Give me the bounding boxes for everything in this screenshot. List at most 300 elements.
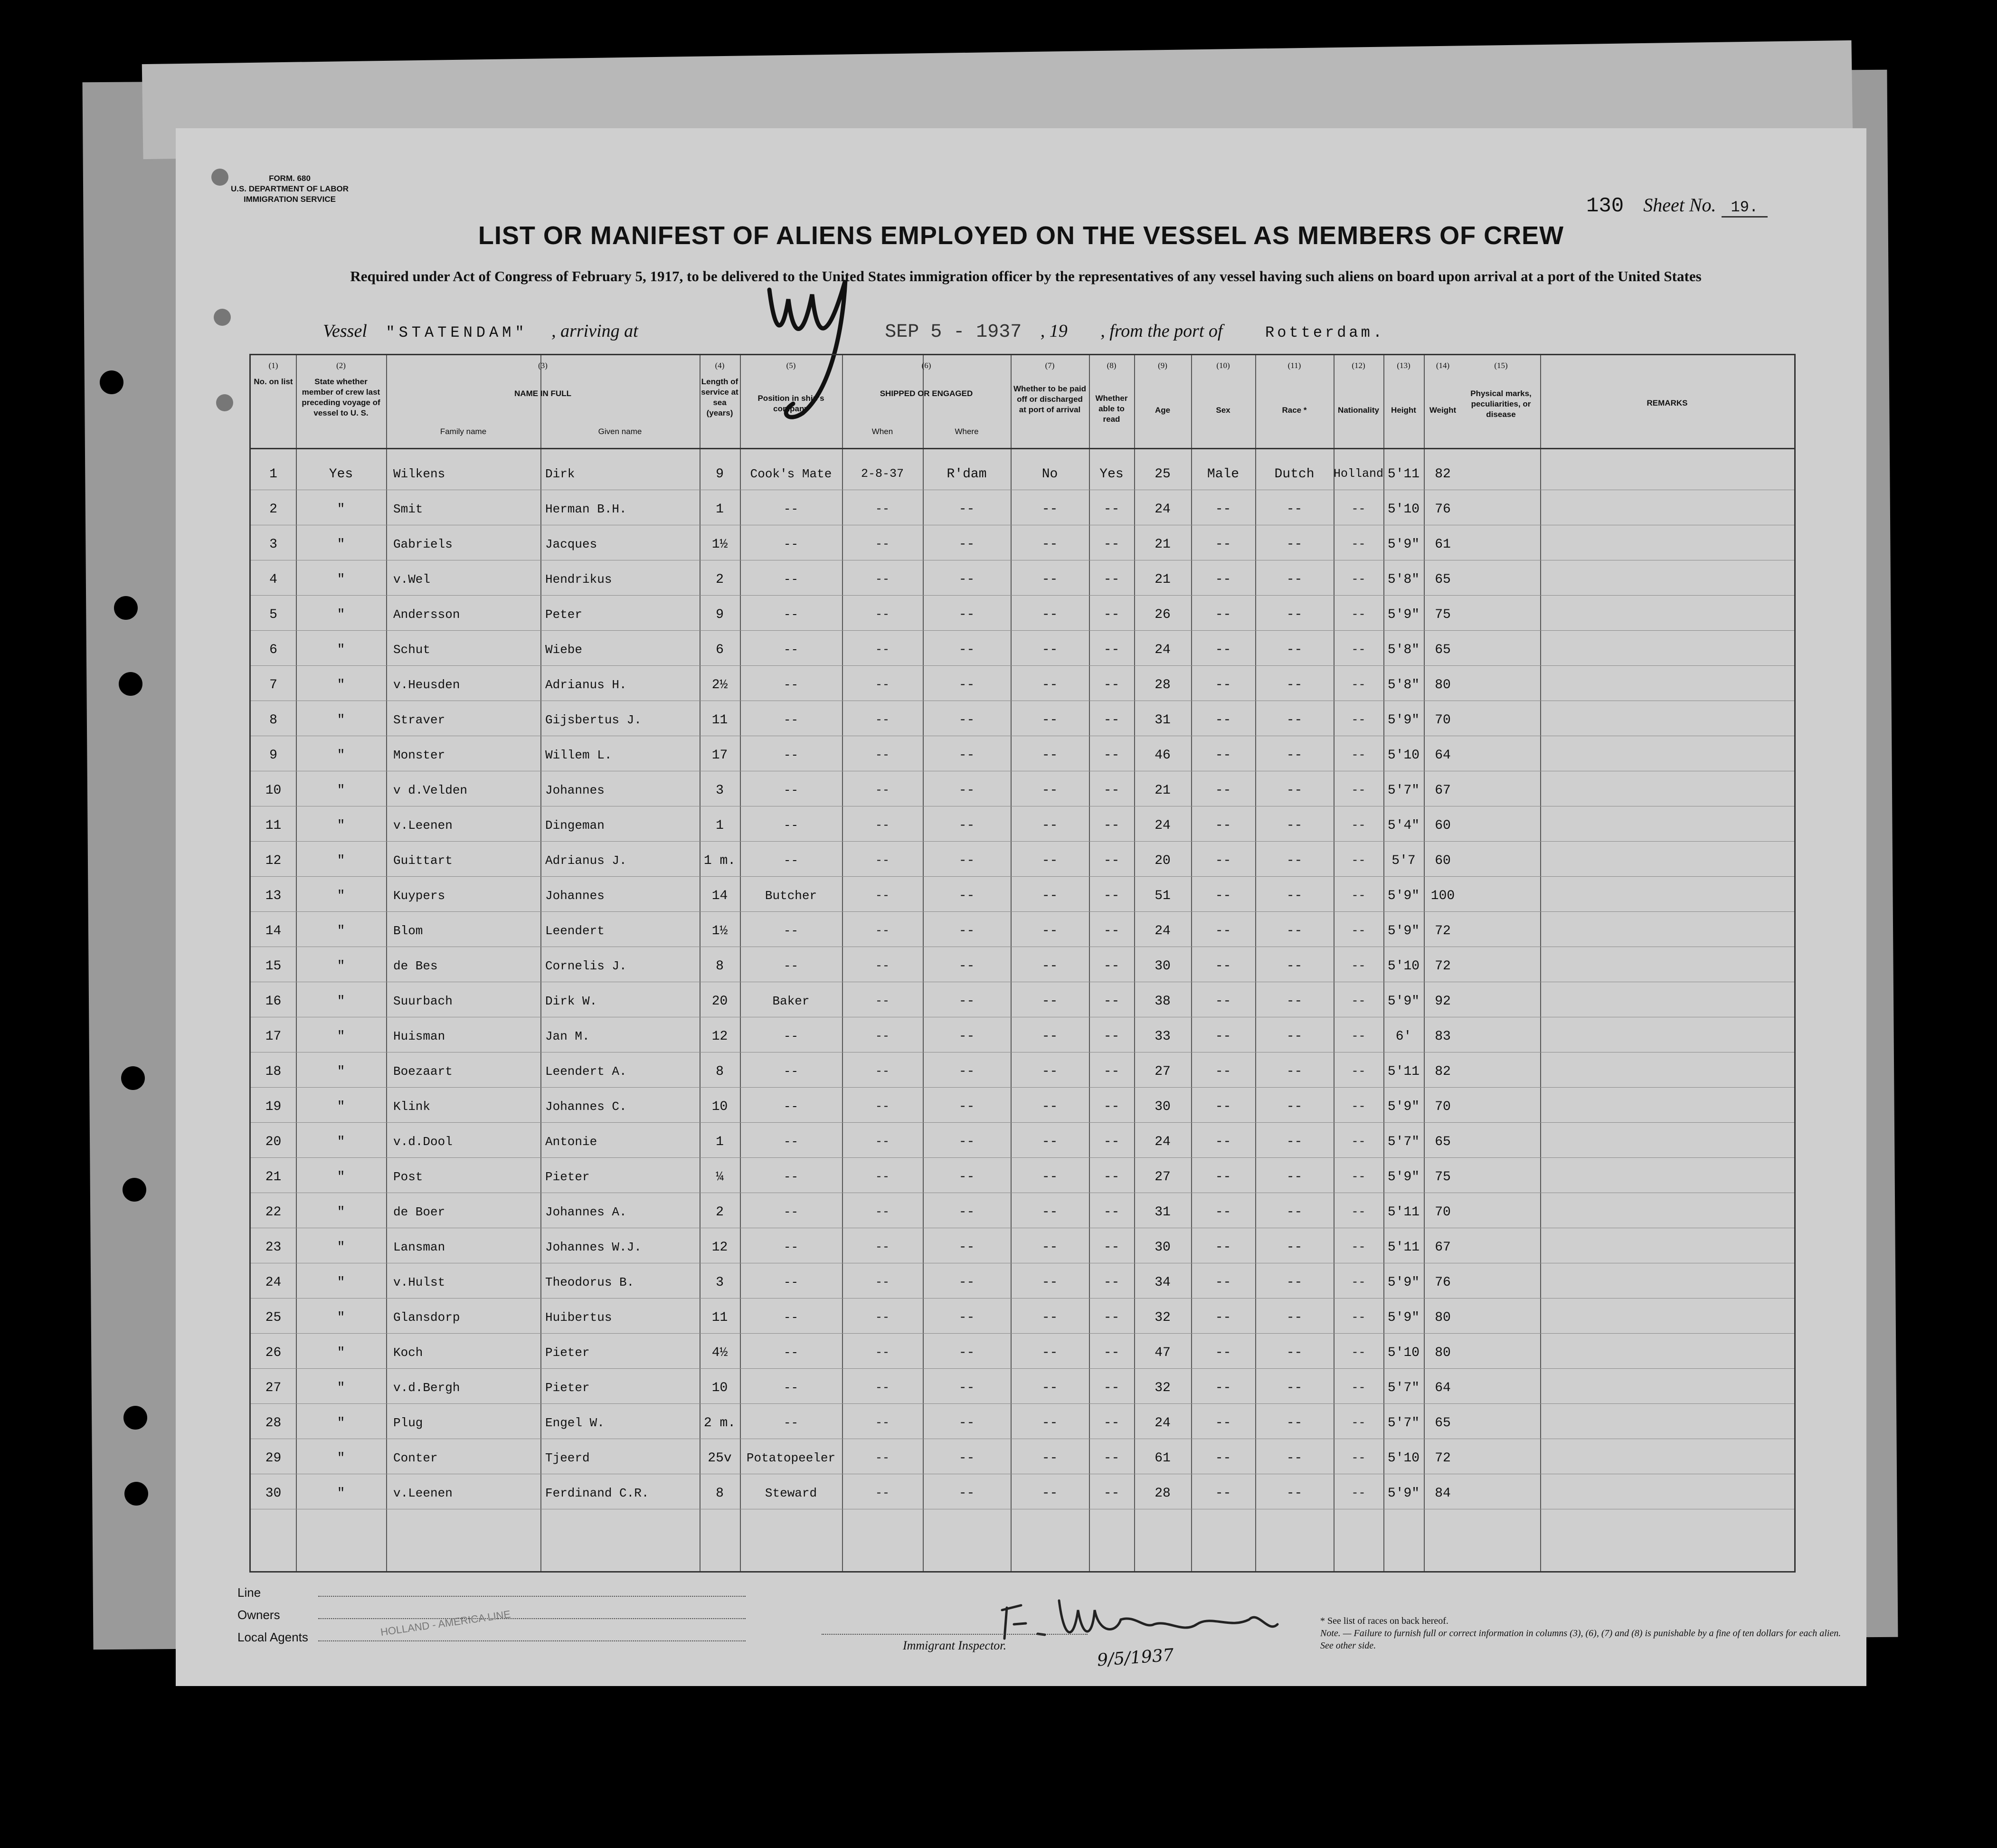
cell-sex: --	[1215, 537, 1231, 552]
cell-race: --	[1286, 1135, 1303, 1149]
cell-position: Baker	[772, 994, 810, 1008]
cell-where: --	[958, 537, 975, 552]
cell-nationality: --	[1351, 1346, 1366, 1359]
col-border	[1540, 355, 1541, 1571]
cell-position: --	[783, 924, 799, 938]
given-name-header: Given name	[598, 427, 642, 436]
cell-paid: No	[1041, 467, 1058, 482]
cell-sex: --	[1215, 853, 1231, 868]
punch-hole	[216, 394, 233, 411]
cell-paid: --	[1041, 678, 1058, 692]
sheet-value: 19.	[1722, 199, 1768, 218]
col15-header: Physical marks, peculiarities, or disease	[1470, 389, 1532, 419]
cell-age: 27	[1155, 1170, 1171, 1185]
cell-prev: "	[337, 537, 345, 552]
cell-where: --	[958, 1381, 975, 1395]
cell-family: Lansman	[393, 1240, 445, 1254]
cell-prev: "	[337, 889, 345, 903]
cell-service: 2 m.	[703, 1416, 736, 1431]
col4-num: (4)	[715, 361, 725, 370]
cell-given: Herman B.H.	[545, 502, 627, 516]
sheet-label: Sheet No.	[1643, 194, 1716, 216]
col10-header: Sex	[1216, 406, 1230, 415]
cell-nationality: --	[1351, 1170, 1366, 1184]
row-rule	[251, 876, 1794, 877]
sheet-number	[1586, 192, 1768, 218]
cell-where: --	[958, 1029, 975, 1044]
cell-position: --	[783, 1205, 799, 1219]
cell-race: --	[1286, 1346, 1303, 1360]
cell-paid: --	[1041, 607, 1058, 622]
cell-nationality: --	[1351, 537, 1366, 551]
cell-read: --	[1103, 748, 1120, 763]
cell-when: --	[875, 889, 890, 902]
cell-no: 12	[265, 853, 282, 868]
col13-num: (13)	[1397, 361, 1410, 370]
cell-height: 5'9"	[1387, 889, 1420, 903]
cell-service: 10	[711, 1099, 728, 1114]
row-rule	[251, 1157, 1794, 1158]
cell-family: Plug	[393, 1416, 423, 1430]
cell-when: --	[875, 853, 890, 867]
cell-service: 12	[711, 1029, 728, 1044]
cell-paid: --	[1041, 924, 1058, 938]
cell-no: 23	[265, 1240, 282, 1255]
punch-hole	[119, 672, 142, 696]
cell-given: Cornelis J.	[545, 959, 627, 973]
cell-no: 10	[265, 783, 282, 798]
cell-weight: 67	[1435, 1240, 1451, 1255]
col11-header: Race *	[1282, 406, 1307, 415]
cell-paid: --	[1041, 1381, 1058, 1395]
cell-paid: --	[1041, 853, 1058, 868]
cell-where: --	[958, 748, 975, 763]
cell-service: 6	[716, 643, 724, 657]
vessel-line	[323, 321, 1843, 343]
cell-given: Dirk W.	[545, 994, 597, 1008]
cell-read: --	[1103, 1064, 1120, 1079]
cell-given: Jan M.	[545, 1029, 590, 1043]
cell-service: 3	[716, 783, 724, 798]
cell-weight: 65	[1435, 1416, 1451, 1431]
cell-read: Yes	[1099, 467, 1124, 482]
cell-height: 5'11	[1387, 1064, 1420, 1079]
cell-service: 8	[716, 1064, 724, 1079]
cell-race: --	[1286, 853, 1303, 868]
col5-num: (5)	[786, 361, 796, 370]
cell-race: --	[1286, 537, 1303, 552]
cell-service: 8	[716, 959, 724, 974]
cell-sex: --	[1215, 818, 1231, 833]
cell-sex: --	[1215, 889, 1231, 903]
row-rule	[251, 595, 1794, 596]
cell-family: Klink	[393, 1099, 431, 1114]
cell-prev: "	[337, 1029, 345, 1044]
row-rule	[251, 841, 1794, 842]
cell-when: --	[875, 1451, 890, 1465]
remarks-header: REMARKS	[1647, 398, 1688, 408]
cell-height: 5'11	[1387, 467, 1420, 482]
cell-sex: --	[1215, 1451, 1231, 1466]
col3-num: (3)	[538, 361, 548, 370]
cell-read: --	[1103, 994, 1120, 1009]
cell-weight: 92	[1435, 994, 1451, 1009]
cell-position: --	[783, 1064, 799, 1079]
line-field	[318, 1596, 746, 1597]
cell-height: 5'9"	[1387, 537, 1420, 552]
cell-prev: "	[337, 924, 345, 938]
cell-given: Johannes	[545, 889, 605, 903]
signature-date: 9/5/1937	[1096, 1645, 1174, 1670]
cell-service: 20	[711, 994, 728, 1009]
cell-age: 21	[1155, 783, 1171, 798]
cell-position: --	[783, 643, 799, 657]
cell-height: 5'10	[1387, 1346, 1420, 1360]
cell-service: 9	[716, 467, 724, 482]
cell-where: --	[958, 502, 975, 517]
cell-read: --	[1103, 1240, 1120, 1255]
cell-no: 26	[265, 1346, 282, 1360]
cell-service: 1	[716, 818, 724, 833]
cell-when: --	[875, 1135, 890, 1148]
cell-given: Pieter	[545, 1170, 590, 1184]
cell-family: Schut	[393, 643, 431, 657]
cell-given: Jacques	[545, 537, 597, 551]
cell-sex: --	[1215, 748, 1231, 763]
cell-position: --	[783, 607, 799, 622]
cell-read: --	[1103, 924, 1120, 938]
cell-paid: --	[1041, 713, 1058, 728]
cell-position: --	[783, 1381, 799, 1395]
cell-read: --	[1103, 572, 1120, 587]
cell-sex: --	[1215, 1170, 1231, 1185]
cell-weight: 80	[1435, 678, 1451, 692]
cell-no: 2	[269, 502, 277, 517]
cell-nationality: --	[1351, 1310, 1366, 1324]
cell-sex: --	[1215, 1381, 1231, 1395]
col7-num: (7)	[1045, 361, 1055, 370]
cell-age: 28	[1155, 678, 1171, 692]
cell-race: --	[1286, 572, 1303, 587]
col13-header: Height	[1391, 406, 1416, 415]
cell-position: --	[783, 1240, 799, 1254]
cell-prev: "	[337, 1064, 345, 1079]
cell-read: --	[1103, 1346, 1120, 1360]
cell-nationality: --	[1351, 994, 1366, 1008]
cell-weight: 64	[1435, 748, 1451, 763]
cell-service: 25v	[708, 1451, 732, 1466]
cell-height: 5'9"	[1387, 713, 1420, 728]
cell-race: --	[1286, 924, 1303, 938]
cell-sex: --	[1215, 994, 1231, 1009]
cell-paid: --	[1041, 1029, 1058, 1044]
cell-given: Adrianus H.	[545, 678, 627, 692]
cell-height: 5'11	[1387, 1205, 1420, 1220]
cell-age: 47	[1155, 1346, 1171, 1360]
line-label: Line	[237, 1585, 261, 1600]
cell-read: --	[1103, 1099, 1120, 1114]
cell-no: 25	[265, 1310, 282, 1325]
cell-race: --	[1286, 889, 1303, 903]
cell-paid: --	[1041, 502, 1058, 517]
col4-header: Length of service at sea (years)	[701, 377, 738, 417]
cell-sex: --	[1215, 1310, 1231, 1325]
cell-where: --	[958, 1275, 975, 1290]
cell-weight: 80	[1435, 1310, 1451, 1325]
cell-weight: 60	[1435, 853, 1451, 868]
cell-weight: 76	[1435, 1275, 1451, 1290]
cell-height: 5'10	[1387, 1451, 1420, 1466]
where-header: Where	[955, 427, 979, 436]
cell-position: --	[783, 678, 799, 692]
cell-service: 9	[716, 607, 724, 622]
cell-family: Huisman	[393, 1029, 445, 1043]
department: U.S. DEPARTMENT OF LABOR	[230, 184, 349, 193]
cell-family: de Bes	[393, 959, 438, 973]
cell-nationality: --	[1351, 1029, 1366, 1043]
cell-age: 21	[1155, 537, 1171, 552]
cell-weight: 72	[1435, 924, 1451, 938]
cell-family: Glansdorp	[393, 1310, 460, 1325]
cell-nationality: --	[1351, 1381, 1366, 1394]
cell-paid: --	[1041, 537, 1058, 552]
cell-family: v.d.Dool	[393, 1135, 453, 1149]
form-number: FORM. 680	[269, 174, 311, 183]
cell-where: --	[958, 1486, 975, 1501]
cell-weight: 64	[1435, 1381, 1451, 1395]
cell-race: --	[1286, 1486, 1303, 1501]
row-rule	[251, 1368, 1794, 1369]
cell-paid: --	[1041, 1099, 1058, 1114]
cell-family: Post	[393, 1170, 423, 1184]
cell-no: 28	[265, 1416, 282, 1431]
cell-position: --	[783, 537, 799, 551]
cell-position: --	[783, 818, 799, 833]
cell-where: --	[958, 1064, 975, 1079]
cell-height: 5'7"	[1387, 1381, 1420, 1395]
cell-given: Tjeerd	[545, 1451, 590, 1465]
cell-race: --	[1286, 1205, 1303, 1220]
cell-height: 5'9"	[1387, 1310, 1420, 1325]
cell-given: Peter	[545, 607, 583, 622]
cell-age: 38	[1155, 994, 1171, 1009]
cell-given: Theodorus B.	[545, 1275, 634, 1289]
cell-read: --	[1103, 959, 1120, 974]
cell-no: 1	[269, 467, 277, 482]
cell-nationality: --	[1351, 713, 1366, 727]
cell-weight: 70	[1435, 1205, 1451, 1220]
cell-service: 12	[711, 1240, 728, 1255]
cell-paid: --	[1041, 1170, 1058, 1185]
cell-read: --	[1103, 1416, 1120, 1431]
cell-nationality: --	[1351, 643, 1366, 656]
col15-num: (15)	[1494, 361, 1508, 370]
cell-service: 1 m.	[703, 853, 736, 868]
cell-race: --	[1286, 1416, 1303, 1431]
year-label: , 19	[1040, 321, 1068, 341]
cell-where: --	[958, 924, 975, 938]
cell-prev: "	[337, 713, 345, 728]
cell-race: --	[1286, 1240, 1303, 1255]
cell-where: --	[958, 1451, 975, 1466]
cell-prev: "	[337, 643, 345, 657]
from-label: , from the port of	[1100, 321, 1223, 341]
punch-hole	[214, 309, 231, 326]
cell-given: Ferdinand C.R.	[545, 1486, 649, 1500]
cell-family: Guittart	[393, 853, 453, 868]
cell-position: --	[783, 713, 799, 727]
cell-race: --	[1286, 713, 1303, 728]
agents-stamp: HOLLAND - AMERICA LINE	[379, 1608, 511, 1639]
cell-height: 5'9"	[1387, 1099, 1420, 1114]
cell-read: --	[1103, 713, 1120, 728]
vessel-label: Vessel	[323, 321, 367, 341]
cell-prev: Yes	[329, 467, 353, 482]
cell-when: --	[875, 607, 890, 621]
cell-prev: "	[337, 1486, 345, 1501]
cell-family: Blom	[393, 924, 423, 938]
cell-no: 13	[265, 889, 282, 903]
col1-num: (1)	[268, 361, 278, 370]
cell-where: --	[958, 1240, 975, 1255]
cell-given: Johannes A.	[545, 1205, 627, 1219]
cell-height: 5'10	[1387, 748, 1420, 763]
cell-read: --	[1103, 678, 1120, 692]
cell-given: Gijsbertus J.	[545, 713, 642, 727]
cell-paid: --	[1041, 1310, 1058, 1325]
cell-age: 24	[1155, 643, 1171, 657]
cell-read: --	[1103, 783, 1120, 798]
cell-given: Pieter	[545, 1381, 590, 1395]
cell-sex: --	[1215, 1275, 1231, 1290]
row-rule	[251, 665, 1794, 666]
manifest-table	[249, 354, 1796, 1573]
punch-hole	[100, 370, 123, 394]
cell-prev: "	[337, 502, 345, 517]
cell-weight: 76	[1435, 502, 1451, 517]
cell-prev: "	[337, 1205, 345, 1220]
cell-read: --	[1103, 1205, 1120, 1220]
cell-sex: --	[1215, 643, 1231, 657]
cell-race: --	[1286, 1451, 1303, 1466]
cell-where: R'dam	[946, 467, 987, 482]
cell-height: 5'10	[1387, 502, 1420, 517]
cell-service: 3	[716, 1275, 724, 1290]
row-rule	[251, 1333, 1794, 1334]
cell-position: --	[783, 502, 799, 516]
cell-where: --	[958, 678, 975, 692]
cell-paid: --	[1041, 1205, 1058, 1220]
cell-given: Johannes C.	[545, 1099, 627, 1114]
cell-height: 6'	[1395, 1029, 1412, 1044]
cell-height: 5'4"	[1387, 818, 1420, 833]
cell-nationality: --	[1351, 783, 1366, 797]
cell-height: 5'9"	[1387, 607, 1420, 622]
cell-prev: "	[337, 1275, 345, 1290]
cell-no: 14	[265, 924, 282, 938]
cell-no: 30	[265, 1486, 282, 1501]
cell-given: Willem L.	[545, 748, 612, 762]
cell-service: 4½	[711, 1346, 728, 1360]
row-rule	[251, 630, 1794, 631]
cell-weight: 60	[1435, 818, 1451, 833]
date-stamp: SEP 5 - 1937	[885, 322, 1022, 343]
page-number: 130	[1586, 194, 1624, 218]
cell-race: --	[1286, 818, 1303, 833]
cell-given: Huibertus	[545, 1310, 612, 1325]
cell-family: v.Leenen	[393, 818, 453, 833]
cell-when: --	[875, 1346, 890, 1359]
cell-family: Conter	[393, 1451, 438, 1465]
cell-nationality: --	[1351, 1451, 1366, 1465]
cell-sex: Male	[1207, 467, 1240, 482]
cell-when: --	[875, 1381, 890, 1394]
cell-nationality: Holland	[1334, 467, 1384, 481]
cell-service: 2	[716, 572, 724, 587]
cell-height: 5'7"	[1387, 1135, 1420, 1149]
cell-age: 21	[1155, 572, 1171, 587]
cell-weight: 65	[1435, 1135, 1451, 1149]
cell-no: 20	[265, 1135, 282, 1149]
cell-sex: --	[1215, 1029, 1231, 1044]
cell-prev: "	[337, 572, 345, 587]
cell-paid: --	[1041, 1451, 1058, 1466]
cell-sex: --	[1215, 502, 1231, 517]
col14-num: (14)	[1436, 361, 1450, 370]
cell-nationality: --	[1351, 818, 1366, 832]
cell-prev: "	[337, 994, 345, 1009]
cell-service: 10	[711, 1381, 728, 1395]
cell-read: --	[1103, 1486, 1120, 1501]
when-header: When	[871, 427, 893, 436]
cell-given: Dirk	[545, 467, 575, 481]
cell-height: 5'10	[1387, 959, 1420, 974]
cell-position: --	[783, 1275, 799, 1289]
cell-paid: --	[1041, 1135, 1058, 1149]
cell-given: Hendrikus	[545, 572, 612, 587]
cell-service: 2	[716, 1205, 724, 1220]
punch-hole	[124, 1482, 148, 1506]
cell-weight: 72	[1435, 959, 1451, 974]
cell-age: 26	[1155, 607, 1171, 622]
cell-prev: "	[337, 818, 345, 833]
cell-where: --	[958, 1099, 975, 1114]
cell-where: --	[958, 853, 975, 868]
cell-family: v.Heusden	[393, 678, 460, 692]
cell-paid: --	[1041, 818, 1058, 833]
cell-age: 24	[1155, 818, 1171, 833]
cell-position: --	[783, 1416, 799, 1430]
col1-header: No. on list	[254, 377, 293, 386]
cell-given: Antonie	[545, 1135, 597, 1149]
cell-sex: --	[1215, 959, 1231, 974]
col5-header: Position in ship's company	[757, 394, 824, 413]
col12-header: Nationality	[1338, 406, 1379, 415]
cell-prev: "	[337, 783, 345, 798]
cell-where: --	[958, 1346, 975, 1360]
footnote	[1320, 1615, 1843, 1652]
owners-label: Owners	[237, 1608, 280, 1622]
col6-header: SHIPPED OR ENGAGED	[880, 389, 973, 398]
cell-given: Dingeman	[545, 818, 605, 833]
cell-age: 28	[1155, 1486, 1171, 1501]
cell-no: 19	[265, 1099, 282, 1114]
cell-age: 34	[1155, 1275, 1171, 1290]
col7-header: Whether to be paid off or discharged at port of arrival	[1013, 384, 1086, 414]
cell-where: --	[958, 713, 975, 728]
cell-read: --	[1103, 502, 1120, 517]
cell-no: 27	[265, 1381, 282, 1395]
